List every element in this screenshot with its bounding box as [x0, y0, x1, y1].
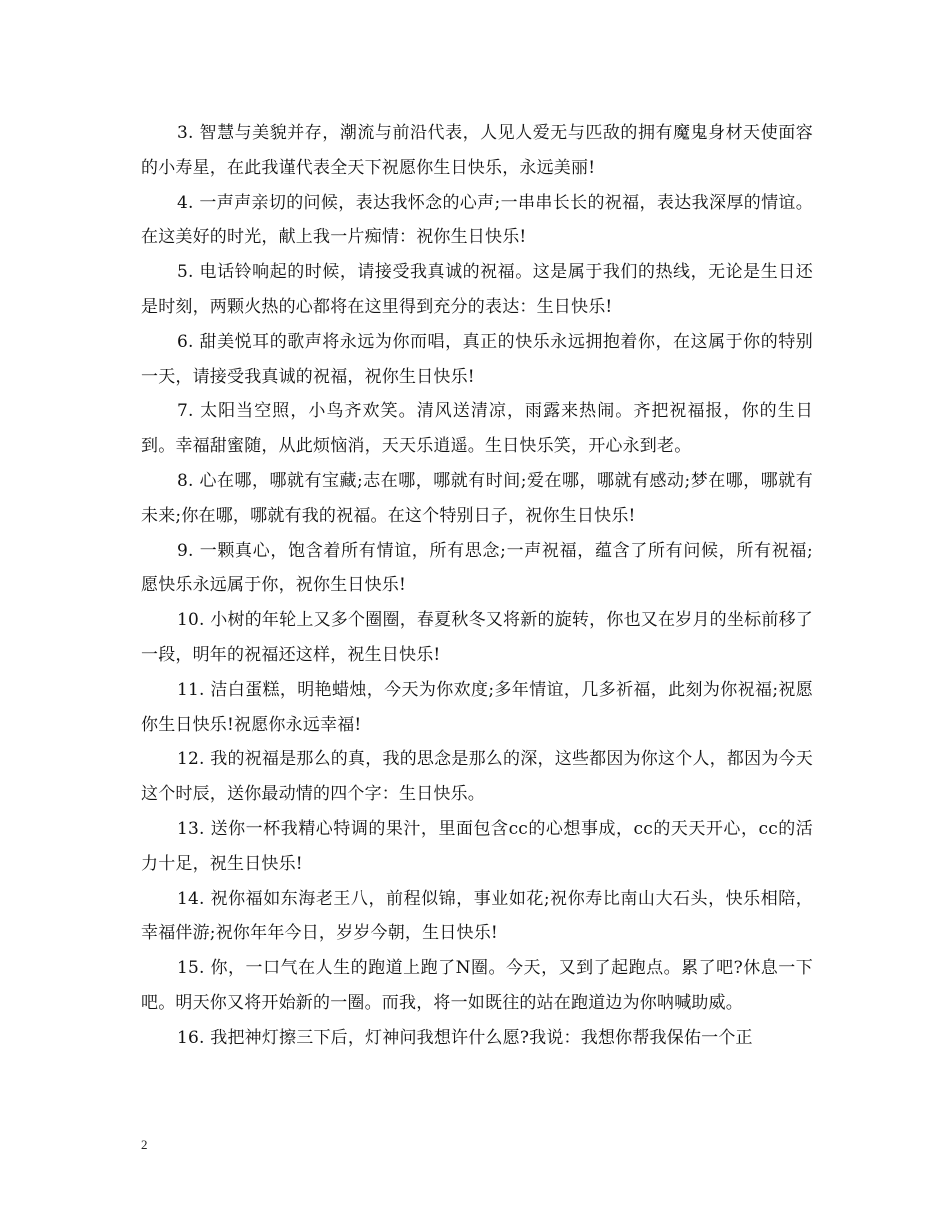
paragraph-16: 16. 我把神灯擦三下后，灯神问我想许什么愿?我说：我想你帮我保佑一个正: [177, 1027, 753, 1048]
page-number: 2: [141, 1137, 148, 1152]
paragraph-3: 3. 智慧与美貌并存，潮流与前沿代表，人见人爱无与匹敌的拥有魔鬼身材天使面容的小寿星，在此我谨代表全天下祝愿你生日快乐，永远美丽!: [141, 123, 813, 178]
document-body: [141, 116, 813, 1056]
paragraph-7: 7. 太阳当空照，小鸟齐欢笑。清风送清凉，雨露来热闹。齐把祝福报，你的生日到。幸福甜蜜随，从此烦恼消，天天乐逍遥。生日快乐笑，开心永到老。: [141, 401, 813, 457]
paragraph-13: 13. 送你一杯我精心特调的果汁，里面包含cc的心想事成，cc的天天开心，cc的活力十足，祝生日快乐!: [141, 818, 813, 874]
paragraph-10: 10. 小树的年轮上又多个圈圈，春夏秋冬又将新的旋转，你也又在岁月的坐标前移了一段，明年的祝福还这样，祝生日快乐!: [141, 610, 813, 665]
paragraph-6: 6. 甜美悦耳的歌声将永远为你而唱，真正的快乐永远拥抱着你，在这属于你的特别一天，请接受我真诚的祝福，祝你生日快乐!: [141, 331, 813, 387]
paragraph-11: 11. 洁白蛋糕，明艳蜡烛，今天为你欢度;多年情谊，几多祈福，此刻为你祝福;祝愿你生日快乐!祝愿你永远幸福!: [141, 679, 813, 735]
paragraph-8: 8. 心在哪，哪就有宝藏;志在哪，哪就有时间;爱在哪，哪就有感动;梦在哪，哪就有未来;你在哪，哪就有我的祝福。在这个特别日子，祝你生日快乐!: [141, 470, 813, 526]
paragraph-15: 15. 你，一口气在人生的跑道上跑了N圈。今天，又到了起跑点。累了吧?休息一下吧。明天你又将开始新的一圈。而我，将一如既往的站在跑道边为你呐喊助威。: [141, 958, 813, 1013]
paragraph-5: 5. 电话铃响起的时候，请接受我真诚的祝福。这是属于我们的热线，无论是生日还是时刻，两颗火热的心都将在这里得到充分的表达：生日快乐!: [141, 262, 813, 317]
paragraph-12: 12. 我的祝福是那么的真，我的思念是那么的深，这些都因为你这个人，都因为今天这个时辰，送你最动情的四个字：生日快乐。: [141, 749, 813, 805]
paragraph-9: 9. 一颗真心，饱含着所有情谊，所有思念;一声祝福，蕴含了所有问候，所有祝福;愿快乐永远属于你，祝你生日快乐!: [141, 540, 813, 596]
paragraph-4: 4. 一声声亲切的问候，表达我怀念的心声;一串串长长的祝福，表达我深厚的情谊。在这美好的时光，献上我一片痴情：祝你生日快乐!: [141, 192, 813, 248]
paragraph-14: 14. 祝你福如东海老王八，前程似锦，事业如花;祝你寿比南山大石头，快乐相陪，幸福伴游;祝你年年今日，岁岁今朝，生日快乐!: [141, 888, 813, 944]
